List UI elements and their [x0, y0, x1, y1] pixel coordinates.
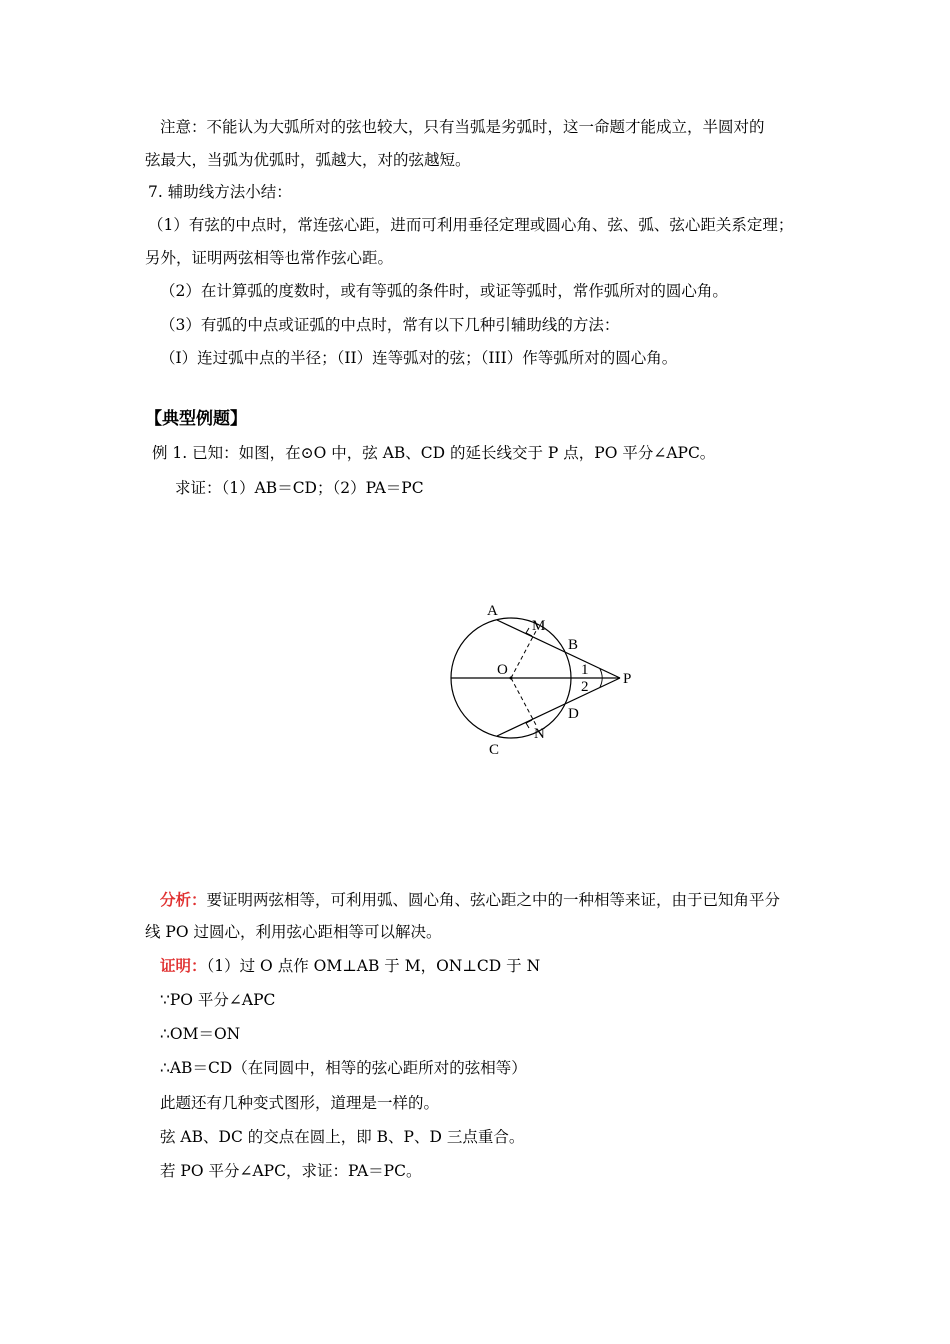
- proof-remark-1: 此题还有几种变式图形，道理是一样的。: [160, 1094, 440, 1112]
- note-line-2: 弦最大，当弧为优弧时，弧越大，对的弦越短。: [145, 151, 471, 169]
- method-item-3-list: （I）连过弧中点的半径；（II）连等弧对的弦；（III）作等弧所对的圆心角。: [160, 349, 678, 367]
- segment-on: [511, 678, 536, 725]
- analysis-text-1: 要证明两弦相等，可利用弧、圆心角、弦心距之中的一种相等来证，由于已知角平分: [206, 891, 781, 909]
- method-item-3: （3）有弧的中点或证弧的中点时，常有以下几种引辅助线的方法：: [160, 316, 620, 334]
- label-n: N: [534, 726, 545, 742]
- right-angle-n: [526, 720, 532, 728]
- label-a: A: [487, 603, 498, 619]
- analysis-label: 分析：: [160, 890, 207, 909]
- segment-om: [511, 631, 536, 678]
- proof-line-1: [160, 956, 540, 976]
- label-m: M: [532, 618, 546, 634]
- label-angle-1: 1: [581, 662, 589, 678]
- method-item-1-line-2: 另外，证明两弦相等也常作弦心距。: [145, 249, 394, 267]
- proof-remark-2: 弦 AB、DC 的交点在圆上，即 B、P、D 三点重合。: [160, 1128, 525, 1146]
- analysis-line-1: [160, 890, 780, 910]
- proof-step-3: ∴OM＝ON: [160, 1025, 241, 1043]
- label-angle-2: 2: [581, 679, 589, 695]
- example-1-statement: 例 1. 已知：如图，在⊙O 中，弦 AB、CD 的延长线交于 P 点，PO 平分∠APC。: [152, 444, 716, 462]
- typical-examples-heading: 【典型例题】: [145, 409, 247, 429]
- label-p: P: [623, 671, 632, 687]
- note-line-1: 注意：不能认为大弧所对的弦也较大，只有当弧是劣弧时，这一命题才能成立，半圆对的: [160, 118, 765, 136]
- proof-step-4: ∴AB＝CD（在同圆中，相等的弦心距所对的弦相等）: [160, 1059, 527, 1077]
- label-o: O: [497, 662, 508, 678]
- proof-step-1: （1）过 O 点作 OM⊥AB 于 M，ON⊥CD 于 N: [206, 957, 541, 975]
- example-1-prove: 求证：（1）AB＝CD；（2）PA＝PC: [175, 479, 424, 497]
- proof-label: 证明：: [160, 956, 207, 975]
- proof-step-2: ∵PO 平分∠APC: [160, 991, 276, 1009]
- analysis-line-2: 线 PO 过圆心，利用弦心距相等可以解决。: [145, 923, 442, 941]
- label-d: D: [568, 706, 579, 722]
- method-item-1-line-1: （1）有弦的中点时，常连弦心距，进而可利用垂径定理或圆心角、弦、弧、弦心距关系定理；: [148, 216, 794, 234]
- section-7-title: 7. 辅助线方法小结：: [148, 183, 292, 201]
- method-item-2: （2）在计算弧的度数时，或有等弧的条件时，或证等弧时，常作弧所对的圆心角。: [160, 282, 728, 300]
- center-point-o: [510, 677, 513, 680]
- label-c: C: [489, 742, 500, 758]
- geometry-figure: [440, 592, 640, 772]
- proof-remark-3: 若 PO 平分∠APC，求证：PA＝PC。: [160, 1162, 422, 1180]
- label-b: B: [568, 637, 579, 653]
